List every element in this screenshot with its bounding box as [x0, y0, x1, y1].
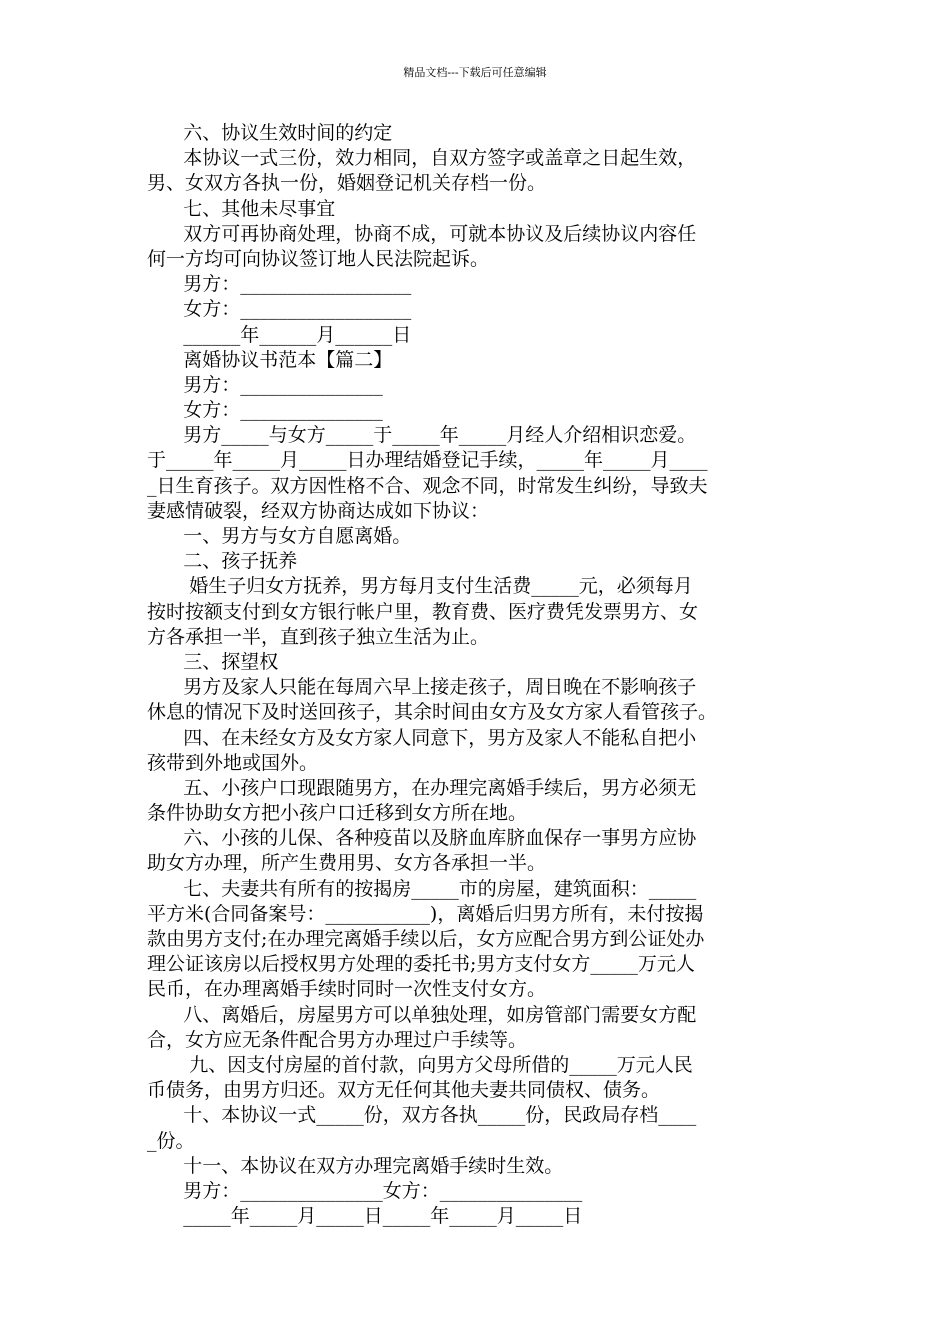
text-line: 婚生子归女方抚养，男方每月支付生活费_____元，必须每月 — [147, 575, 693, 598]
text-line: 币债务，由男方归还。双方无任何其他夫妻共同债权、债务。 — [147, 1079, 661, 1102]
text-line: ______年______月______日 — [147, 323, 412, 346]
text-line: 一、男方与女方自愿离婚。 — [147, 525, 412, 547]
signature-line: 男方：_______________女方：_______________ — [147, 1179, 583, 1202]
text-line: 理公证该房以后授权男方处理的委托书;男方支付女方_____万元人 — [147, 953, 695, 976]
text-line: 助女方办理，所产生费用男、女方各承担一半。 — [147, 852, 547, 875]
text-line: 七、夫妻共有所有的按揭房_____市的房屋，建筑面积：_____ — [147, 877, 697, 900]
text-line: 三、探望权 — [147, 650, 279, 673]
text-line: 七、其他未尽事宜 — [147, 197, 336, 220]
text-line: 本协议一式三份，效力相同，自双方签字或盖章之日起生效， — [147, 147, 697, 170]
text-line: 二、孩子抚养 — [147, 550, 298, 573]
text-line: 男方及家人只能在每周六早上接走孩子，周日晚在不影响孩子 — [147, 676, 697, 699]
text-line: 男方_____与女方_____于_____年_____月经人介绍相识恋爱。 — [147, 424, 697, 447]
text-line: 八、离婚后，房屋男方可以单独处理，如房管部门需要女方配 — [147, 1003, 697, 1026]
text-line: 双方可再协商处理，协商不成，可就本协议及后续协议内容任 — [147, 222, 697, 245]
text-line: _份。 — [147, 1129, 195, 1152]
text-line: 九、因支付房屋的首付款，向男方父母所借的_____万元人民 — [147, 1053, 693, 1076]
text-line: 方各承担一半，直到孩子独立生活为止。 — [147, 625, 490, 648]
date-line: _____年_____月_____日_____年_____月_____日 — [147, 1205, 583, 1228]
page-header: 精品文档---下载后可任意编辑 — [403, 66, 547, 79]
text-line: 孩带到外地或国外。 — [147, 751, 319, 774]
text-line: 离婚协议书范本【篇二】 — [147, 348, 393, 371]
text-line: 何一方均可向协议签订地人民法院起诉。 — [147, 247, 490, 270]
text-line: _日生育孩子。双方因性格不合、观念不同，时常发生纠纷，导致夫 — [147, 474, 708, 497]
text-line: 四、在未经女方及女方家人同意下，男方及家人不能私自把小 — [147, 726, 697, 749]
text-line: 民币，在办理离婚手续时同时一次性支付女方。 — [147, 978, 547, 1001]
text-line: 妻感情破裂，经双方协商达成如下协议： — [147, 499, 490, 522]
text-line: 男方：__________________ — [147, 273, 412, 296]
text-line: 款由男方支付;在办理完离婚手续以后，女方应配合男方到公证处办 — [147, 928, 705, 950]
text-line: 平方米(合同备案号：___________)，离婚后归男方所有，未付按揭 — [147, 902, 704, 925]
text-line: 十一、本协议在双方办理完离婚手续时生效。 — [147, 1154, 564, 1177]
text-line: 五、小孩户口现跟随男方，在办理完离婚手续后，男方必须无 — [147, 776, 697, 799]
text-line: 男、女双方各执一份，婚姻登记机关存档一份。 — [147, 172, 547, 195]
text-line: 女方：_______________ — [147, 399, 383, 422]
text-line: 于_____年_____月_____日办理结婚登记手续，_____年_____月____ — [147, 449, 708, 472]
text-line: 休息的情况下及时送回孩子，其余时间由女方及女方家人看管孩子。 — [147, 701, 718, 724]
text-line: 按时按额支付到女方银行帐户里，教育费、医疗费凭发票男方、女 — [147, 600, 699, 623]
text-line: 十、本协议一式_____份，双方各执_____份，民政局存档____ — [147, 1104, 697, 1127]
text-line: 条件协助女方把小孩户口迁移到女方所在地。 — [147, 802, 528, 825]
text-line: 六、协议生效时间的约定 — [147, 122, 393, 144]
text-line: 六、小孩的儿保、各种疫苗以及脐血库脐血保存一事男方应协 — [147, 827, 697, 850]
text-line: 合，女方应无条件配合男方办理过户手续等。 — [147, 1028, 528, 1051]
document-body — [147, 121, 807, 1229]
text-line: 男方：_______________ — [147, 373, 383, 396]
text-line: 女方：__________________ — [147, 298, 412, 321]
